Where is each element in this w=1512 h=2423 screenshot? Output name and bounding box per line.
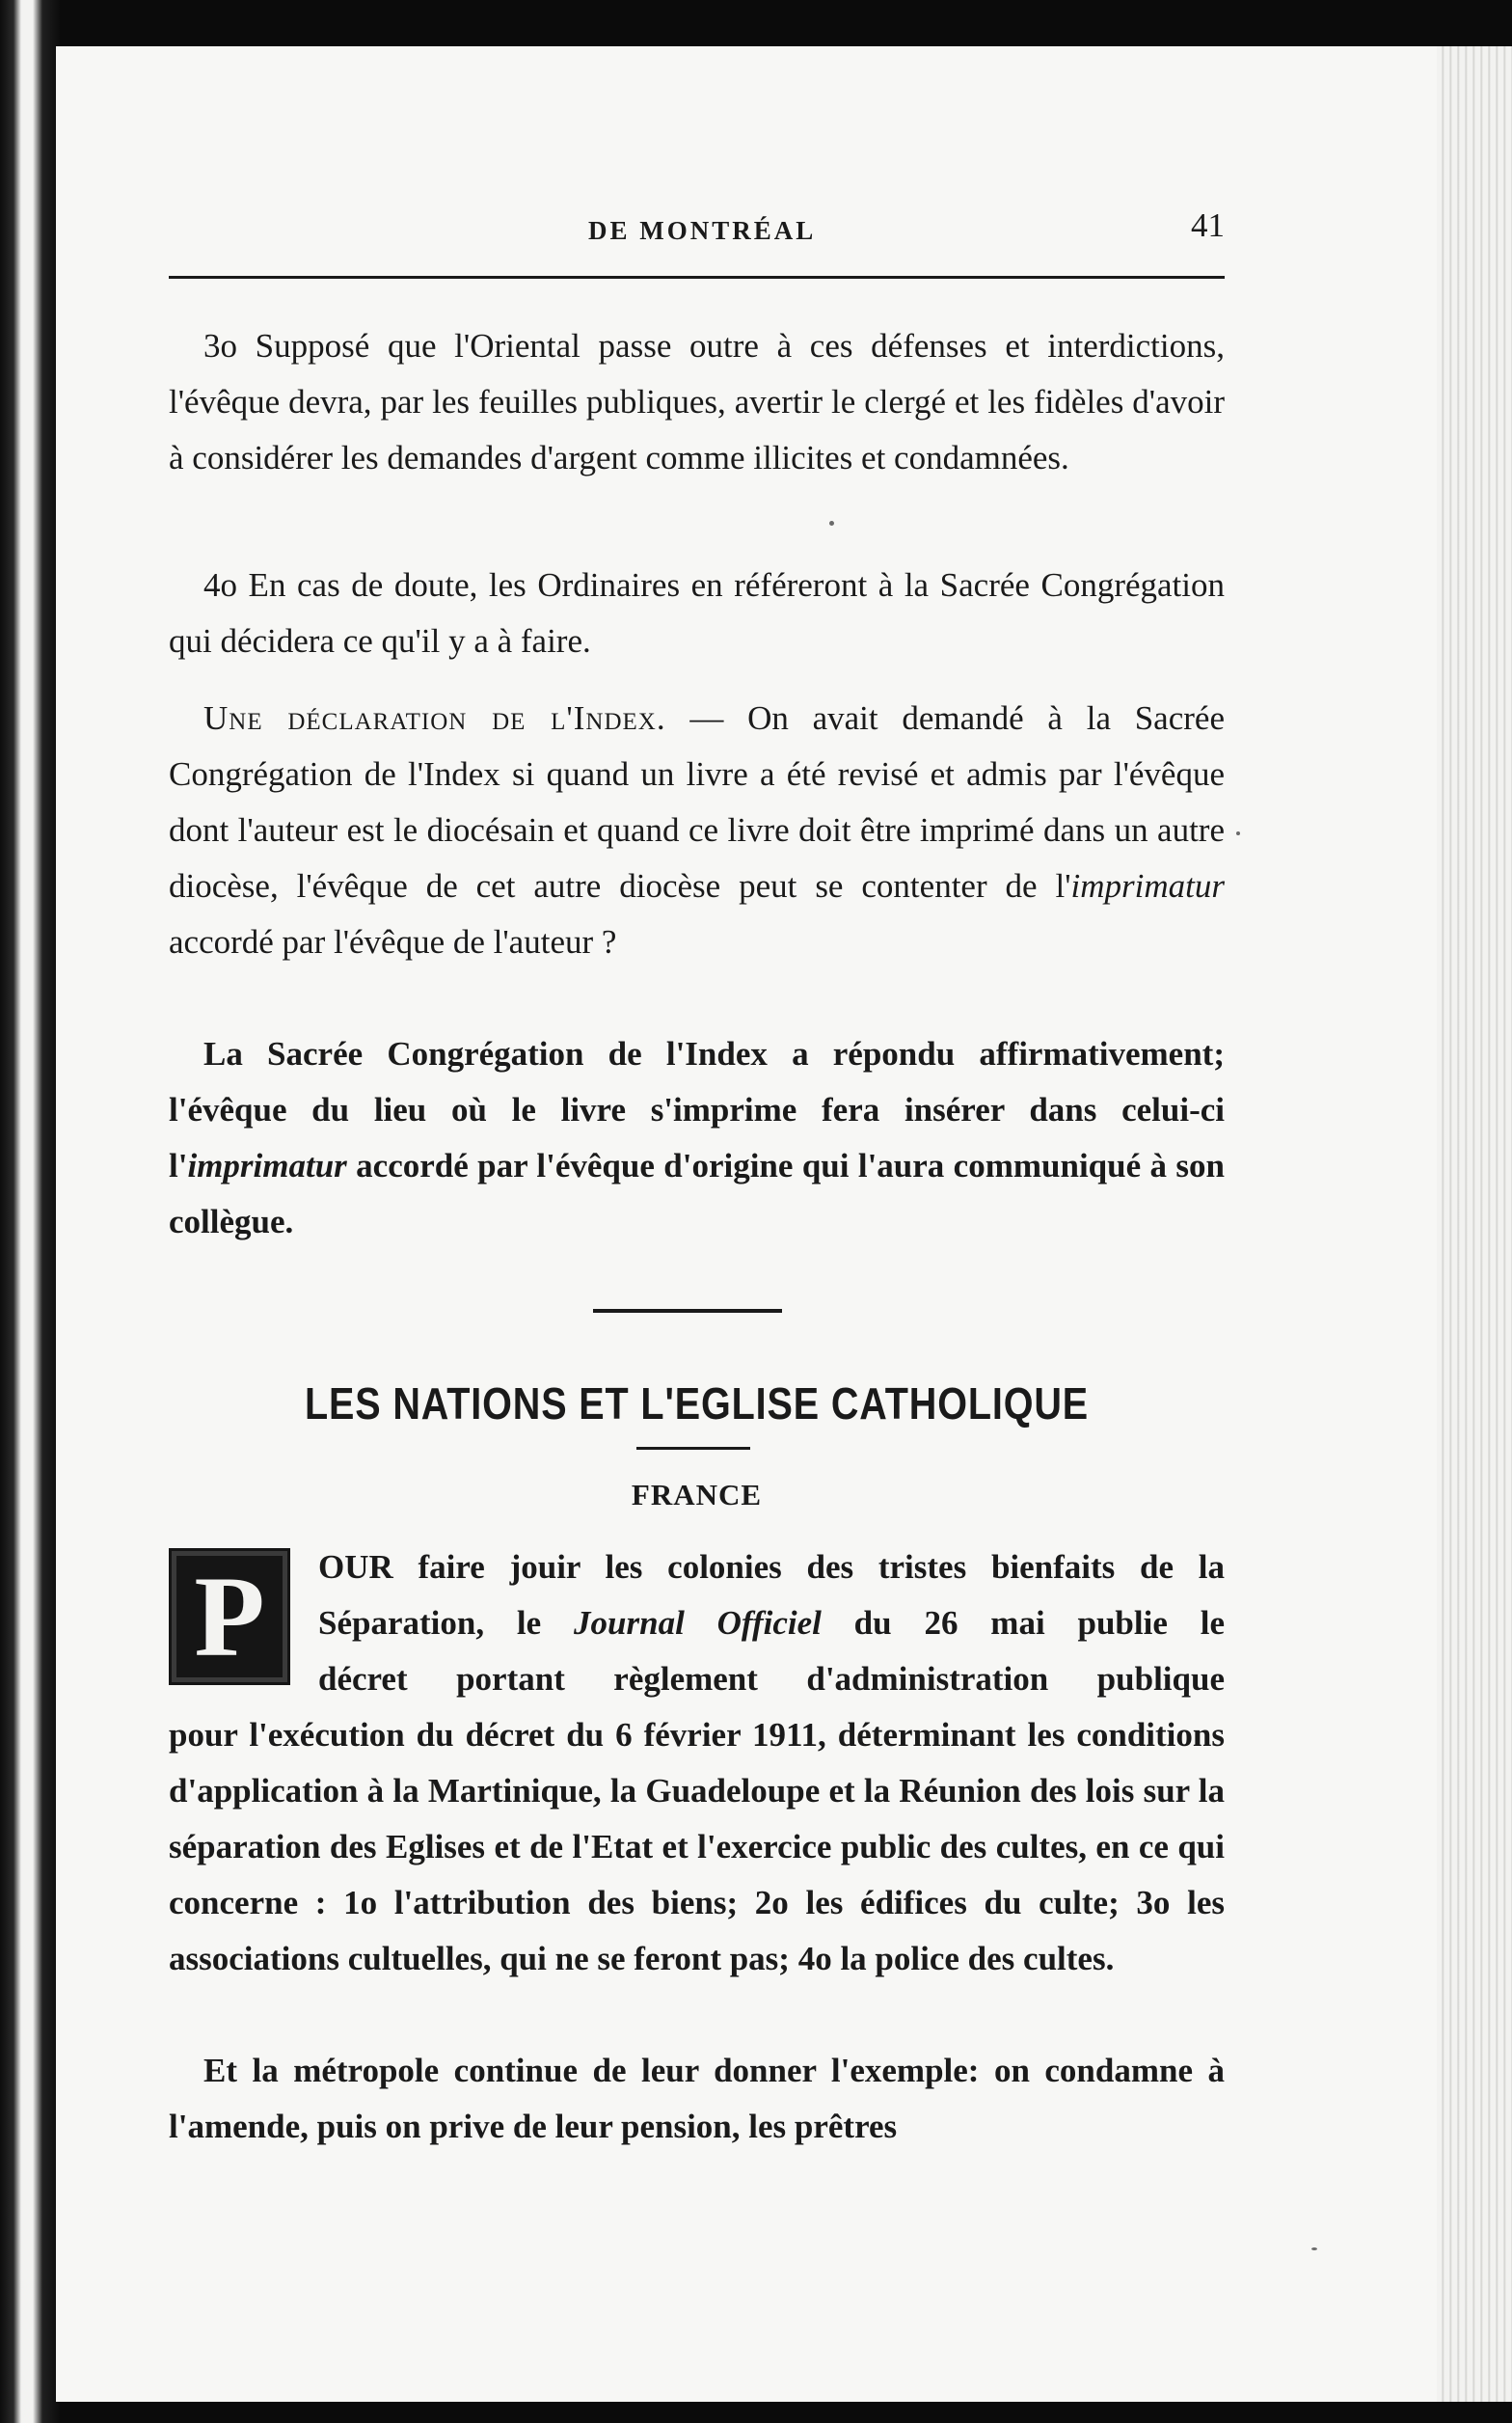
paragraph-declaration [169, 691, 1225, 970]
scan-speck [829, 521, 834, 526]
header-rule [169, 276, 1225, 279]
scan-speck [1311, 2247, 1317, 2250]
paragraph-text: 4o En cas de doute, les Ordinaires en référeront à la Sacrée Congrégation qui décidera ce qu'il y a à faire. [169, 566, 1225, 660]
paragraph-3o [169, 318, 1225, 486]
page-header [169, 206, 1225, 255]
page-stack-edge [1437, 46, 1512, 2402]
running-head: DE MONTRÉAL [588, 216, 817, 245]
paragraph-text: La Sacrée Congrégation de l'Index a répondu affirmativement; l'évêque du lieu où le livre s'imprime fera insérer dans celui-ci l'imprimatur accordé par l'évêque d'origine qui l'aura communiqué à son collègue. [169, 1035, 1225, 1240]
scan-left-edge [0, 0, 60, 2423]
section-subtitle: FRANCE [631, 1478, 763, 1511]
section-divider [593, 1309, 782, 1313]
title-underline [636, 1447, 750, 1450]
paragraph-france-body [169, 1707, 1225, 1987]
paragraph-metropole [169, 2043, 1225, 2155]
dropcap-initial: P [169, 1548, 290, 1685]
page-number: 41 [1191, 206, 1225, 244]
dropcap-line-2: Séparation, le Journal Officiel du 26 mai publie le [318, 1604, 1225, 1642]
declaration-heading: Une déclaration de l'Index. [203, 699, 666, 737]
paragraph-4o [169, 558, 1225, 669]
paragraph-text: Une déclaration de l'Index. — On avait demandé à la Sacrée Congrégation de l'Index si quand un livre a été revisé et admis par l'évêque dont l'auteur est le diocésain et quand ce livre doit être imprimé dans un autre diocèse, l'évêque de cet autre diocèse peut se contenter de l'imprimatur accordé par l'évêque de l'auteur ? [169, 699, 1225, 961]
paragraph-text: pour l'exécution du décret du 6 février 1911, déterminant les conditions d'application à la Martinique, la Guadeloupe et la Réunion des lois sur la séparation des Eglises et de l'Etat et l'exercice public des cultes, en ce qui concerne : 1o l'attribution des biens; 2o les édifices du culte; 3o les associations cultuelles, qui ne se feront pas; 4o la police des cultes. [169, 1716, 1225, 1977]
paragraph-reply [169, 1026, 1225, 1250]
scan-speck [1236, 831, 1240, 835]
paragraph-text: Et la métropole continue de leur donner l'exemple: on condamne à l'amende, puis on prive de leur pension, les prêtres [169, 2052, 1225, 2145]
dropcap-line-3: décret portant règlement d'administration publique [318, 1660, 1225, 1698]
section-title: LES NATIONS ET L'EGLISE CATHOLIQUE [304, 1378, 1090, 1429]
paragraph-text: 3o Supposé que l'Oriental passe outre à ces défenses et interdictions, l'évêque devra, par les feuilles publiques, avertir le clergé et les fidèles d'avoir à considérer les demandes d'argent comme illicites et condamnées. [169, 327, 1225, 476]
dropcap-line-1: OUR faire jouir les colonies des tristes bienfaits de la [318, 1548, 1225, 1586]
